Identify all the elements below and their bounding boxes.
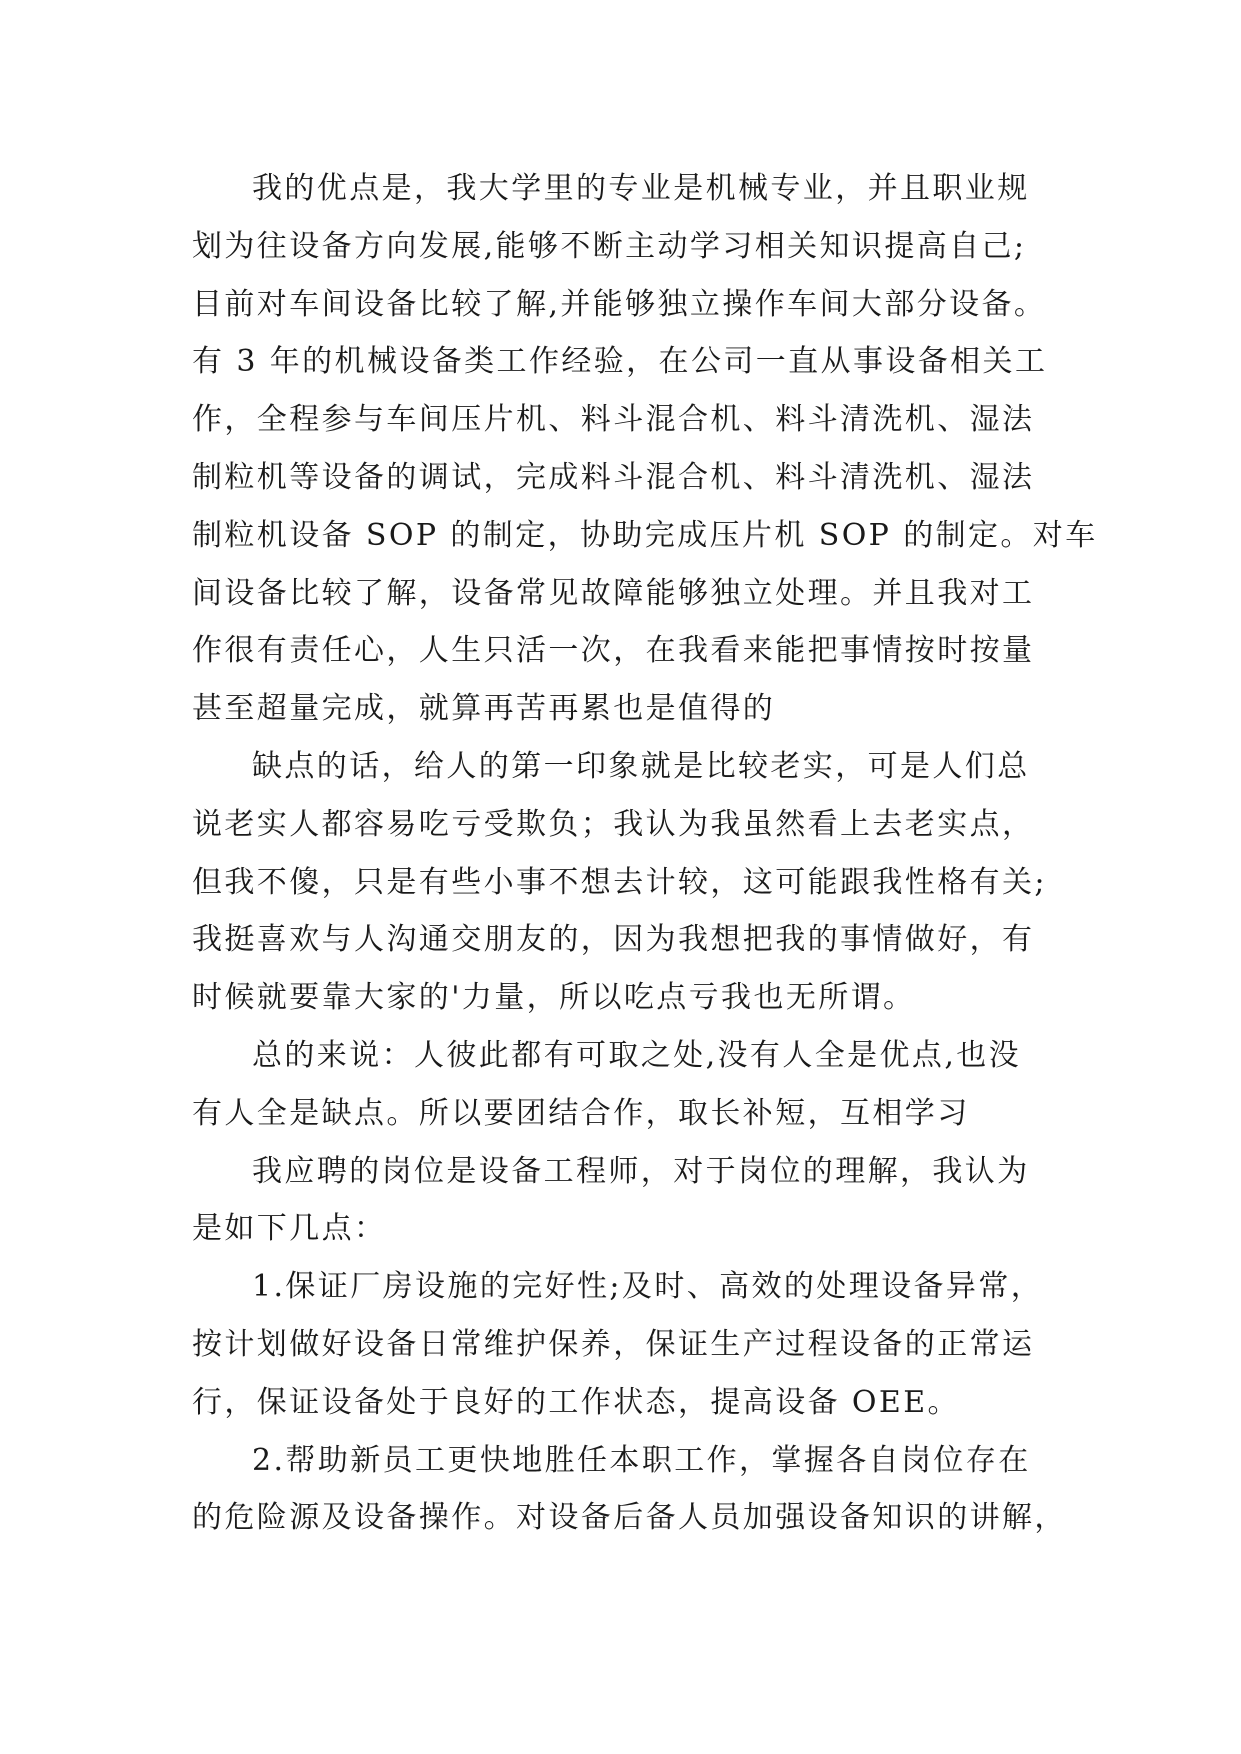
text-line: 但我不傻，只是有些小事不想去计较，这可能跟我性格有关; <box>192 864 1047 900</box>
text-line: 制粒机设备 SOP 的制定，协助完成压片机 SOP 的制定。对车 <box>192 517 1098 553</box>
text-line: 是如下几点： <box>192 1211 387 1247</box>
text-line: 有 3 年的机械设备类工作经验，在公司一直从事设备相关工 <box>192 344 1048 380</box>
text-line: 2.帮助新员工更快地胜任本职工作，掌握各自岗位存在 <box>252 1442 1031 1478</box>
text-line: 缺点的话，给人的第一印象就是比较老实，可是人们总 <box>252 748 1030 784</box>
text-line: 我挺喜欢与人沟通交朋友的，因为我想把我的事情做好，有 <box>192 922 1035 958</box>
text-line: 作，全程参与车间压片机、料斗混合机、料斗清洗机、湿法 <box>192 402 1035 438</box>
text-line: 有人全是缺点。所以要团结合作，取长补短，互相学习 <box>192 1095 970 1131</box>
text-line: 甚至超量完成，就算再苦再累也是值得的 <box>192 691 776 727</box>
text-line: 划为往设备方向发展,能够不断主动学习相关知识提高自己; <box>192 228 1027 264</box>
document-body <box>192 160 1098 1547</box>
text-line: 的危险源及设备操作。对设备后备人员加强设备知识的讲解， <box>192 1500 1067 1536</box>
text-line: 我应聘的岗位是设备工程师，对于岗位的理解，我认为 <box>252 1153 1030 1189</box>
text-line: 目前对车间设备比较了解,并能够独立操作车间大部分设备。 <box>192 286 1047 322</box>
text-line: 时候就要靠大家的'力量，所以吃点亏我也无所谓。 <box>192 980 916 1016</box>
text-line: 间设备比较了解，设备常见故障能够独立处理。并且我对工 <box>192 575 1035 611</box>
text-line: 我的优点是，我大学里的专业是机械专业，并且职业规 <box>252 171 1030 206</box>
text-line: 说老实人都容易吃亏受欺负；我认为我虽然看上去老实点， <box>192 806 1035 842</box>
text-line: 1.保证厂房设施的完好性;及时、高效的处理设备异常， <box>252 1269 1044 1305</box>
text-line: 总的来说：人彼此都有可取之处,没有人全是优点,也没 <box>252 1037 1022 1073</box>
text-line: 作很有责任心，人生只活一次，在我看来能把事情按时按量 <box>192 633 1035 669</box>
text-line: 制粒机等设备的调试，完成料斗混合机、料斗清洗机、湿法 <box>192 459 1035 495</box>
text-line: 按计划做好设备日常维护保养，保证生产过程设备的正常运 <box>192 1326 1035 1362</box>
text-line: 行，保证设备处于良好的工作状态，提高设备 OEE。 <box>192 1384 960 1420</box>
